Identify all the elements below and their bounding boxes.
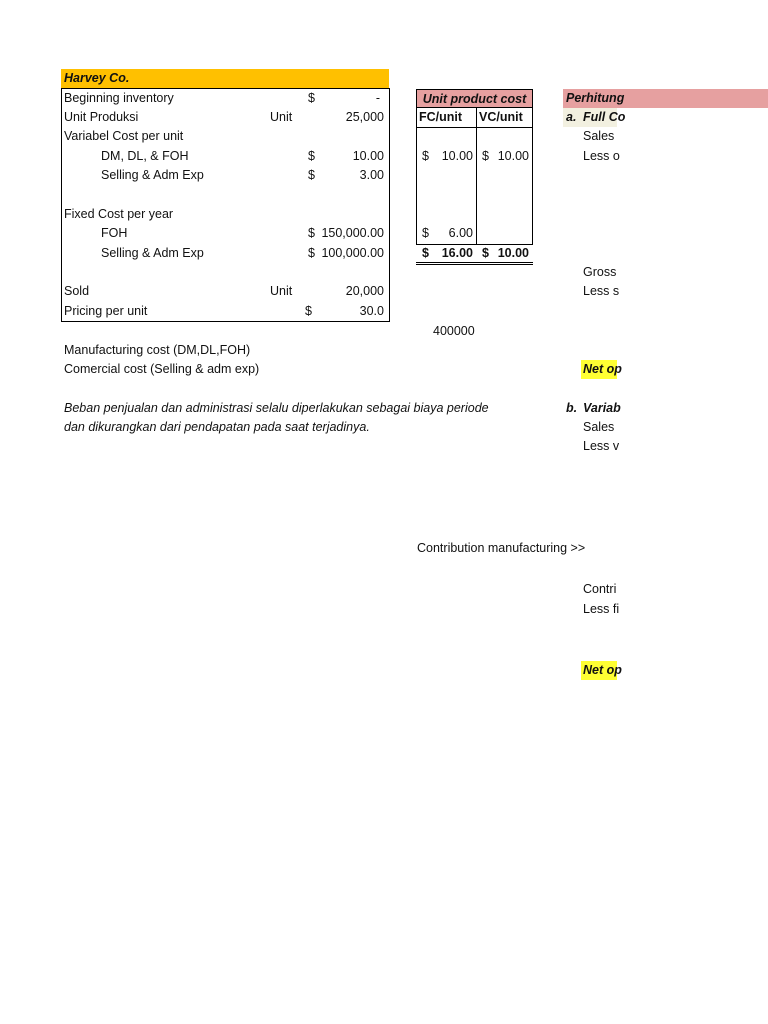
foh-fixed-currency: $ [308, 226, 315, 240]
upc-border-right [532, 108, 533, 244]
upc-row1-fc-currency: $ [422, 149, 429, 163]
a-net-op-cell [581, 360, 622, 379]
company-title-cell [61, 69, 389, 88]
a-less-s: Less s [583, 284, 620, 298]
section-b-label: Variab [583, 401, 621, 415]
upc-total-vc-currency: $ [482, 246, 489, 260]
dm-dl-foh-label: DM, DL, & FOH [101, 149, 189, 163]
variable-cost-header: Variabel Cost per unit [64, 129, 184, 143]
upc-row1-fc-value: 10.00 [441, 149, 473, 163]
unit-product-cost-title: Unit product cost [422, 92, 527, 106]
upc-total-doubleline-2 [416, 264, 533, 265]
upc-total-fc-currency: $ [422, 246, 429, 260]
company-title: Harvey Co. [64, 71, 130, 85]
b-contri: Contri [583, 582, 617, 596]
sold-unit: Unit [270, 284, 293, 298]
perhitungan-header-cell [563, 89, 768, 108]
a-sales: Sales [583, 129, 615, 143]
a-less-o: Less o [583, 149, 620, 163]
a-gross: Gross [583, 265, 617, 279]
foh-fixed-value: 150,000.00 [321, 226, 384, 240]
vc-unit-header: VC/unit [479, 110, 523, 124]
selling-adm-var-value: 3.00 [359, 168, 384, 182]
sold-label: Sold [64, 284, 90, 298]
selling-adm-fixed-label: Selling & Adm Exp [101, 246, 204, 260]
italic-note-line2: dan dikurangkan dari pendapatan pada saat terjadinya. [64, 420, 370, 434]
unit-produksi-unit: Unit [270, 110, 293, 124]
b-less-fi: Less fi [583, 602, 620, 616]
pricing-value: 30.0 [359, 304, 384, 318]
section-a-label: Full Co [583, 110, 626, 124]
dm-dl-foh-currency: $ [308, 149, 315, 163]
upc-total-vc-value: 10.00 [497, 246, 529, 260]
upc-border-left [416, 108, 417, 244]
upc-header-underline [416, 127, 533, 128]
upc-row1-vc-currency: $ [482, 149, 489, 163]
unit-produksi-value: 25,000 [345, 110, 384, 124]
upc-row2-fc-value: 6.00 [448, 226, 473, 240]
b-net-op: Net op [583, 663, 622, 677]
upc-row1-vc-value: 10.00 [497, 149, 529, 163]
b-sales: Sales [583, 420, 615, 434]
comercial-cost-note: Comercial cost (Selling & adm exp) [64, 362, 260, 376]
foh-fixed-label: FOH [101, 226, 128, 240]
manufacturing-cost-note: Manufacturing cost (DM,DL,FOH) [64, 343, 251, 357]
section-b-cell [563, 399, 621, 418]
selling-adm-var-currency: $ [308, 168, 315, 182]
perhitungan-title: Perhitung [566, 91, 625, 105]
section-a-cell [563, 108, 626, 127]
fc-unit-header: FC/unit [419, 110, 463, 124]
fixed-cost-header: Fixed Cost per year [64, 207, 174, 221]
beginning-inventory-label: Beginning inventory [64, 91, 174, 105]
standalone-number: 400000 [433, 324, 475, 338]
sold-value: 20,000 [345, 284, 384, 298]
contribution-manufacturing-note: Contribution manufacturing >> [417, 541, 586, 555]
section-b-letter: b. [566, 401, 578, 415]
upc-row2-fc-currency: $ [422, 226, 429, 240]
unit-produksi-label: Unit Produksi [64, 110, 139, 124]
selling-adm-fixed-value: 100,000.00 [321, 246, 384, 260]
beginning-inventory-value: - [375, 91, 380, 105]
pricing-label: Pricing per unit [64, 304, 148, 318]
b-less-v: Less v [583, 439, 620, 453]
dm-dl-foh-value: 10.00 [352, 149, 384, 163]
upc-border-mid [476, 108, 477, 244]
a-net-op: Net op [583, 362, 622, 376]
upc-total-fc-value: 16.00 [441, 246, 473, 260]
b-net-op-cell [581, 661, 622, 680]
pricing-currency: $ [305, 304, 312, 318]
section-a-letter: a. [566, 110, 577, 124]
unit-product-cost-title-cell [416, 89, 533, 108]
italic-note-line1: Beban penjualan dan administrasi selalu diperlakukan sebagai biaya periode [64, 401, 489, 415]
selling-adm-var-label: Selling & Adm Exp [101, 168, 204, 182]
beginning-inventory-currency: $ [308, 91, 315, 105]
selling-adm-fixed-currency: $ [308, 246, 315, 260]
